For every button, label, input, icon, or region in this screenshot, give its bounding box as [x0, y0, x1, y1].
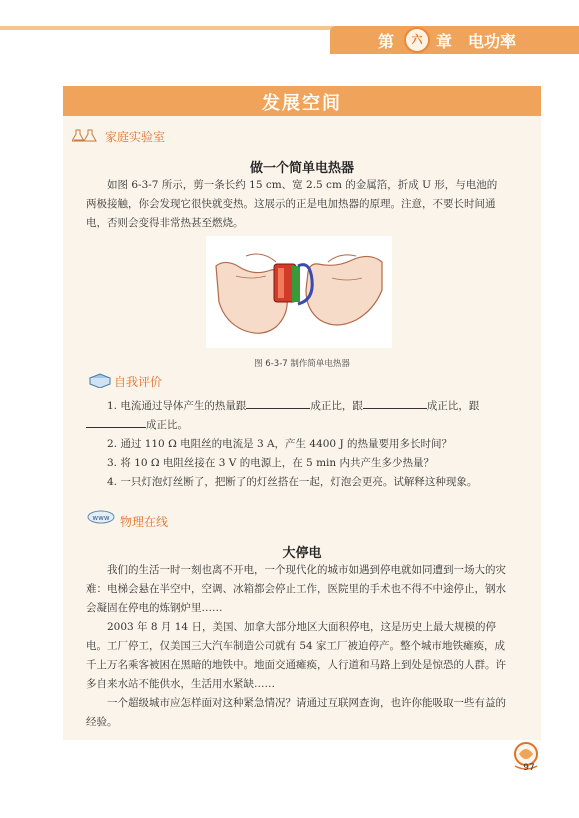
- banner-title: 发展空间: [262, 93, 342, 114]
- q1-part-b: 成正比，跟: [310, 400, 363, 412]
- flask-icon: [72, 128, 106, 142]
- figure-caption: 图 6-3-7 制作简单电热器: [254, 359, 350, 369]
- hands-battery-figure: [206, 236, 392, 348]
- book-icon: [88, 370, 112, 388]
- q1-part-a: 1. 电流通过导体产生的热量跟: [107, 400, 247, 412]
- self-eval-q2: 2. 通过 110 Ω 电阻丝的电流是 3 A，产生 4400 J 的热量要用多长时间？: [107, 438, 452, 450]
- www-text: www: [92, 514, 110, 522]
- self-eval-label: 自我评价: [114, 375, 163, 389]
- chapter-suffix: 章: [436, 32, 453, 51]
- physics-online-p2: 2003 年 8 月 14 日，美国、加拿大部分地区大面积停电，这是历史上最大规模的停电。工厂停工，仅美国三大汽车制造公司就有 54 家工厂被迫停产。整个城市地铁瘫痪，成千上万名乘客被困在黑暗的地铁中。地面交通瘫痪，人行道和马路上到处是惊恐的人群。许多自来水站不能供水，生活用水紧缺……: [86, 621, 506, 690]
- home-lab-label: 家庭实验室: [105, 130, 166, 144]
- physics-online-p1: 我们的生活一时一刻也离不开电，一个现代化的城市如遇到停电就如同遭到一场大的灾难：电梯会悬在半空中，空调、冰箱都会停止工作，医院里的手术也不得不中途停止，钢水会凝固在停电的炼钢炉里……: [86, 564, 506, 614]
- q1-part-d: 成正比。: [146, 419, 188, 431]
- self-eval-q1: [86, 397, 506, 435]
- q1-part-c: 成正比，跟: [426, 400, 480, 412]
- chapter-title: 电功率: [468, 32, 517, 51]
- chapter-header: [0, 26, 579, 54]
- q1-blank-3[interactable]: [86, 416, 146, 428]
- home-lab-paragraph: 如图 6-3-7 所示，剪一条长约 15 cm、宽 2.5 cm 的金属箔，折成 U 形，与电池的两极接触，你会发现它很快就变热。这展示的正是电加热器的原理。注意，不要长时间通电，否则会变得非常热甚至燃烧。: [86, 179, 498, 229]
- self-eval-q4: 4. 一只灯泡灯丝断了，把断了的灯丝搭在一起，灯泡会更亮。试解释这种现象。: [107, 476, 478, 488]
- chapter-number-badge: 六: [404, 27, 430, 53]
- chapter-prefix: 第: [378, 32, 395, 51]
- banner: [63, 86, 541, 116]
- www-globe-icon: [86, 509, 116, 525]
- q1-blank-2[interactable]: [363, 397, 427, 409]
- physics-online-label: 物理在线: [120, 515, 169, 529]
- physics-online-p3: 一个超级城市应怎样面对这种紧急情况？请通过互联网查询，也许你能吸取一些有益的经验。: [86, 697, 506, 728]
- physics-online-title: 大停电: [282, 546, 322, 561]
- home-lab-title: 做一个简单电热器: [249, 161, 354, 176]
- self-eval-q3: 3. 将 10 Ω 电阻丝接在 3 V 的电源上，在 5 min 内共产生多少热量？: [107, 457, 434, 469]
- chapter-tab: [330, 26, 579, 54]
- page-number: 97: [523, 763, 535, 773]
- q1-blank-1[interactable]: [246, 397, 310, 409]
